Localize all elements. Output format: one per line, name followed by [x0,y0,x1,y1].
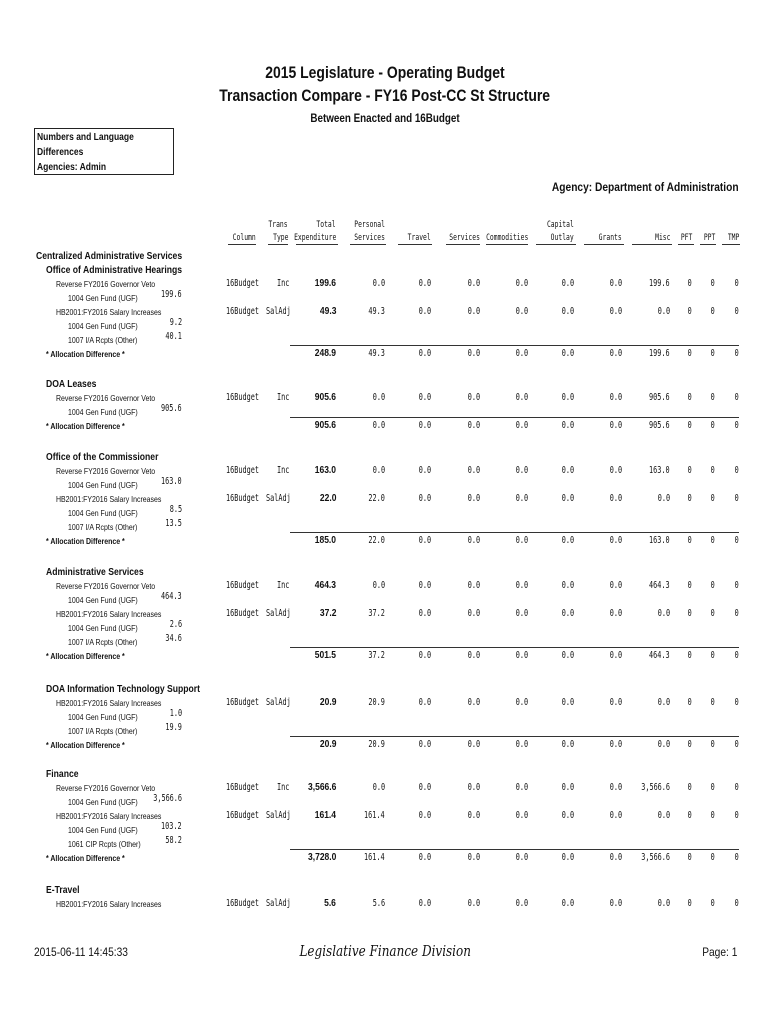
col-travel: Travel [407,233,431,243]
allocation-difference-label: * Allocation Difference * [46,651,125,661]
line-value: 0.0 [609,493,622,504]
line-value: 0 [710,697,715,708]
line-value: 0 [687,898,692,909]
line-value: 37.2 [368,608,385,619]
section-heading: E-Travel [46,884,80,896]
fund-source-amount: 19.9 [165,722,182,733]
line-value: 0 [710,493,715,504]
allocation-total-value: 0 [710,348,715,359]
line-trans-type: SalAdj [266,810,291,821]
allocation-total-value: 248.9 [314,348,336,359]
footer-division: Legislative Finance Division [299,942,471,960]
allocation-total-value: 0 [710,650,715,661]
fund-source-label: 1004 Gen Fund (UGF) [68,825,138,835]
fund-source-amount: 464.3 [161,591,182,602]
line-value: 0 [734,580,739,591]
line-value: 0 [687,306,692,317]
line-value: 0.0 [561,810,574,821]
allocation-total-value: 0.0 [515,852,528,863]
subtotal-rule [290,345,739,346]
allocation-total-value: 0.0 [418,535,431,546]
line-trans-type: SalAdj [266,493,291,504]
line-value: 0.0 [515,898,528,909]
allocation-total-value: 0.0 [515,535,528,546]
allocation-difference-label: * Allocation Difference * [46,740,125,750]
line-value: 0.0 [515,493,528,504]
line-value: 0 [734,898,739,909]
line-value: 5.6 [324,898,336,909]
line-value: 905.6 [649,392,670,403]
line-value: 0 [687,392,692,403]
line-value: 0.0 [418,465,431,476]
allocation-total-value: 0 [710,739,715,750]
line-value: 0.0 [418,608,431,619]
line-value: 0 [687,465,692,476]
col-grants: Grants [598,233,622,243]
line-value: 163.0 [649,465,670,476]
line-value: 464.3 [314,580,336,591]
line-column: 16Budget [226,306,259,317]
allocation-total-value: 0.0 [609,852,622,863]
line-value: 0.0 [561,392,574,403]
allocation-total-value: 0 [687,852,692,863]
allocation-total-value: 22.0 [368,535,385,546]
line-value: 0.0 [609,608,622,619]
line-trans-type: SalAdj [266,697,291,708]
line-value: 0.0 [372,782,385,793]
col-misc: Misc [654,233,670,243]
allocation-total-value: 0.0 [609,535,622,546]
line-value: 0.0 [561,697,574,708]
line-value: 0.0 [467,697,480,708]
col-total-1: Total [316,220,336,230]
line-value: 199.6 [314,278,336,289]
line-value: 0.0 [515,782,528,793]
line-value: 0.0 [515,810,528,821]
allocation-total-value: 0 [687,535,692,546]
allocation-total-value: 0.0 [467,650,480,661]
line-value: 0.0 [561,898,574,909]
allocation-total-value: 0 [710,420,715,431]
line-value: 0 [710,782,715,793]
line-value: 0.0 [467,465,480,476]
allocation-total-value: 161.4 [364,852,385,863]
fund-source-amount: 8.5 [169,504,182,515]
allocation-total-value: 0.0 [515,420,528,431]
line-value: 0.0 [467,392,480,403]
line-item-label: HB2001:FY2016 Salary Increases [56,609,162,619]
line-value: 0.0 [418,580,431,591]
allocation-total-value: 49.3 [368,348,385,359]
line-value: 0.0 [467,782,480,793]
col-commodities: Commodities [485,233,528,243]
line-value: 0.0 [561,608,574,619]
col-trans-2: Type [272,233,288,243]
line-value: 0.0 [418,493,431,504]
line-value: 0.0 [561,465,574,476]
allocation-total-value: 0 [687,739,692,750]
line-value: 22.0 [319,493,336,504]
line-value: 163.0 [314,465,336,476]
col-pft: PFT [680,233,692,243]
line-value: 0.0 [609,580,622,591]
allocation-total-value: 20.9 [319,739,336,750]
line-column: 16Budget [226,580,259,591]
allocation-total-value: 0.0 [561,535,574,546]
line-column: 16Budget [226,697,259,708]
line-value: 0.0 [657,608,670,619]
line-item-label: Reverse FY2016 Governor Veto [56,393,156,403]
subtotal-rule [290,417,739,418]
line-value: 0 [710,898,715,909]
section-heading: Finance [46,768,79,780]
line-value: 0 [710,278,715,289]
line-value: 49.3 [368,306,385,317]
line-item-label: Reverse FY2016 Governor Veto [56,466,156,476]
line-item-label: HB2001:FY2016 Salary Increases [56,698,162,708]
line-trans-type: Inc [277,278,290,289]
line-value: 0 [734,608,739,619]
allocation-total-value: 0.0 [418,650,431,661]
line-value: 37.2 [319,608,336,619]
allocation-total-value: 0.0 [372,420,385,431]
line-item-label: HB2001:FY2016 Salary Increases [56,307,162,317]
line-value: 0.0 [561,306,574,317]
line-value: 20.9 [368,697,385,708]
line-value: 0.0 [372,278,385,289]
line-value: 0.0 [467,898,480,909]
line-value: 0.0 [609,898,622,909]
allocation-total-value: 0 [734,650,739,661]
line-value: 0 [734,278,739,289]
line-value: 0 [687,580,692,591]
line-value: 0.0 [657,306,670,317]
line-value: 0.0 [657,493,670,504]
line-value: 0 [710,608,715,619]
subtotal-rule [290,647,739,648]
line-value: 0.0 [467,608,480,619]
line-value: 0.0 [418,697,431,708]
line-value: 0.0 [515,392,528,403]
allocation-difference-label: * Allocation Difference * [46,421,125,431]
allocation-total-value: 20.9 [368,739,385,750]
line-column: 16Budget [226,465,259,476]
fund-source-amount: 905.6 [161,403,182,414]
line-value: 0.0 [467,810,480,821]
line-value: 0 [734,810,739,821]
line-value: 0.0 [609,306,622,317]
fund-source-amount: 199.6 [161,289,182,300]
allocation-total-value: 0.0 [561,739,574,750]
allocation-total-value: 37.2 [368,650,385,661]
allocation-total-value: 464.3 [649,650,670,661]
allocation-total-value: 0.0 [561,348,574,359]
fund-source-amount: 58.2 [165,835,182,846]
fund-source-amount: 3,566.6 [153,793,182,804]
line-trans-type: SalAdj [266,306,291,317]
subtotal-rule [290,736,739,737]
line-value: 0.0 [609,782,622,793]
footer-timestamp: 2015-06-11 14:45:33 [34,945,128,959]
line-column: 16Budget [226,392,259,403]
fund-source-label: 1007 I/A Rcpts (Other) [68,726,138,736]
col-total-2: Expenditure [293,233,336,243]
line-trans-type: Inc [277,580,290,591]
line-value: 464.3 [649,580,670,591]
allocation-total-value: 0.0 [515,739,528,750]
allocation-total-value: 3,566.6 [641,852,670,863]
allocation-total-value: 0.0 [609,739,622,750]
line-value: 0.0 [515,278,528,289]
line-value: 161.4 [364,810,385,821]
line-value: 49.3 [319,306,336,317]
subtotal-rule [290,849,739,850]
allocation-total-value: 0 [710,535,715,546]
line-value: 0 [687,810,692,821]
line-value: 0 [687,278,692,289]
line-value: 0 [687,608,692,619]
line-value: 0.0 [515,608,528,619]
line-value: 0.0 [467,278,480,289]
filter-line-3: Agencies: Admin [37,162,107,173]
line-value: 0.0 [418,898,431,909]
line-value: 0 [710,580,715,591]
allocation-total-value: 0 [687,420,692,431]
allocation-total-value: 0.0 [467,348,480,359]
allocation-total-value: 0.0 [418,420,431,431]
line-value: 22.0 [368,493,385,504]
line-value: 0 [710,810,715,821]
allocation-total-value: 0.0 [467,739,480,750]
allocation-total-value: 0.0 [467,535,480,546]
fund-source-amount: 40.1 [165,331,182,342]
line-value: 0.0 [372,392,385,403]
line-item-label: HB2001:FY2016 Salary Increases [56,811,162,821]
col-capital-2: Outlay [550,233,574,243]
line-column: 16Budget [226,810,259,821]
line-value: 3,566.6 [307,782,336,793]
line-value: 0 [734,392,739,403]
line-value: 0 [710,306,715,317]
line-value: 0.0 [515,697,528,708]
fund-source-label: 1004 Gen Fund (UGF) [68,712,138,722]
allocation-total-value: 501.5 [314,650,336,661]
line-value: 0.0 [418,278,431,289]
allocation-total-value: 0.0 [418,739,431,750]
line-trans-type: SalAdj [266,608,291,619]
agency-label: Agency: Department of Administration [552,180,739,194]
allocation-total-value: 0 [710,852,715,863]
allocation-total-value: 905.6 [649,420,670,431]
allocation-total-value: 0.0 [561,420,574,431]
line-value: 0.0 [372,580,385,591]
allocation-total-value: 3,728.0 [307,852,336,863]
line-column: 16Budget [226,493,259,504]
allocation-total-value: 0.0 [609,650,622,661]
fund-source-amount: 2.6 [169,619,182,630]
col-ppt: PPT [703,233,715,243]
line-column: 16Budget [226,608,259,619]
group-heading: Centralized Administrative Services [36,250,183,262]
line-value: 0.0 [372,465,385,476]
line-value: 0 [734,493,739,504]
line-value: 0.0 [609,392,622,403]
fund-source-label: 1007 I/A Rcpts (Other) [68,522,138,532]
line-value: 0.0 [467,493,480,504]
allocation-total-value: 0.0 [467,420,480,431]
footer-page: Page: 1 [701,945,737,959]
line-trans-type: Inc [277,782,290,793]
allocation-total-value: 0.0 [561,650,574,661]
line-value: 0.0 [515,580,528,591]
line-value: 0.0 [657,898,670,909]
line-value: 3,566.6 [641,782,670,793]
line-item-label: Reverse FY2016 Governor Veto [56,783,156,793]
line-value: 0.0 [418,392,431,403]
allocation-total-value: 163.0 [649,535,670,546]
fund-source-label: 1004 Gen Fund (UGF) [68,293,138,303]
allocation-total-value: 0 [687,650,692,661]
allocation-difference-label: * Allocation Difference * [46,536,125,546]
line-value: 0 [734,306,739,317]
allocation-total-value: 0.0 [609,420,622,431]
col-services: Services [449,233,480,243]
line-item-label: Reverse FY2016 Governor Veto [56,279,156,289]
allocation-total-value: 0.0 [418,348,431,359]
line-value: 0 [687,782,692,793]
col-personal-1: Personal [354,220,385,230]
fund-source-label: 1004 Gen Fund (UGF) [68,480,138,490]
line-value: 0.0 [561,493,574,504]
line-value: 0.0 [561,278,574,289]
report-title: 2015 Legislature - Operating Budget [265,63,505,82]
line-trans-type: Inc [277,465,290,476]
allocation-total-value: 0.0 [515,650,528,661]
allocation-difference-label: * Allocation Difference * [46,853,125,863]
allocation-total-value: 0 [734,420,739,431]
line-column: 16Budget [226,898,259,909]
allocation-total-value: 0.0 [657,739,670,750]
line-trans-type: Inc [277,392,290,403]
line-value: 0.0 [657,697,670,708]
fund-source-label: 1007 I/A Rcpts (Other) [68,637,138,647]
allocation-total-value: 0.0 [561,852,574,863]
allocation-total-value: 0 [734,852,739,863]
allocation-total-value: 0.0 [418,852,431,863]
report-subtitle: Transaction Compare - FY16 Post-CC St Structure [219,86,551,105]
line-value: 0 [734,697,739,708]
line-item-label: HB2001:FY2016 Salary Increases [56,899,162,909]
line-value: 0 [710,465,715,476]
allocation-total-value: 185.0 [314,535,336,546]
allocation-total-value: 0.0 [467,852,480,863]
line-value: 161.4 [314,810,336,821]
line-value: 0 [687,697,692,708]
line-column: 16Budget [226,278,259,289]
line-value: 0.0 [418,306,431,317]
fund-source-label: 1004 Gen Fund (UGF) [68,407,138,417]
line-value: 0.0 [418,782,431,793]
line-value: 0 [734,465,739,476]
line-value: 0.0 [467,306,480,317]
col-column: Column [232,233,256,243]
fund-source-label: 1004 Gen Fund (UGF) [68,508,138,518]
filter-line-1: Numbers and Language [37,132,134,143]
line-value: 0.0 [657,810,670,821]
allocation-total-value: 199.6 [649,348,670,359]
line-trans-type: SalAdj [266,898,291,909]
line-value: 0.0 [515,465,528,476]
line-value: 905.6 [314,392,336,403]
allocation-total-value: 0.0 [515,348,528,359]
allocation-total-value: 0 [687,348,692,359]
line-value: 5.6 [372,898,385,909]
fund-source-label: 1004 Gen Fund (UGF) [68,797,138,807]
line-value: 199.6 [649,278,670,289]
subtotal-rule [290,532,739,533]
section-heading: DOA Leases [46,378,97,390]
line-value: 0.0 [467,580,480,591]
col-trans-1: Trans [268,220,288,230]
line-value: 0 [710,392,715,403]
allocation-total-value: 0.0 [609,348,622,359]
line-value: 0.0 [609,278,622,289]
filter-line-2: Differences [37,147,84,158]
line-value: 0 [734,782,739,793]
fund-source-amount: 13.5 [165,518,182,529]
line-value: 0.0 [609,465,622,476]
col-capital-1: Capital [547,220,574,230]
section-heading: Office of Administrative Hearings [46,264,183,276]
line-value: 0 [687,493,692,504]
line-value: 0.0 [515,306,528,317]
allocation-total-value: 0 [734,348,739,359]
filter-box [34,128,174,175]
line-value: 0.0 [418,810,431,821]
section-heading: Administrative Services [46,566,144,578]
fund-source-label: 1061 CIP Rcpts (Other) [68,839,141,849]
line-value: 0.0 [609,697,622,708]
line-value: 20.9 [319,697,336,708]
fund-source-amount: 34.6 [165,633,182,644]
fund-source-label: 1004 Gen Fund (UGF) [68,321,138,331]
report-comparison: Between Enacted and 16Budget [310,111,460,125]
fund-source-amount: 9.2 [169,317,182,328]
line-value: 0.0 [561,782,574,793]
fund-source-label: 1004 Gen Fund (UGF) [68,595,138,605]
line-value: 0.0 [561,580,574,591]
section-heading: Office of the Commissioner [46,451,159,463]
allocation-total-value: 0 [734,739,739,750]
col-tmp: TMP [727,233,739,243]
allocation-difference-label: * Allocation Difference * [46,349,125,359]
col-personal-2: Services [354,233,385,243]
line-item-label: HB2001:FY2016 Salary Increases [56,494,162,504]
fund-source-label: 1004 Gen Fund (UGF) [68,623,138,633]
line-column: 16Budget [226,782,259,793]
allocation-total-value: 0 [734,535,739,546]
fund-source-amount: 1.0 [169,708,182,719]
line-item-label: Reverse FY2016 Governor Veto [56,581,156,591]
fund-source-amount: 163.0 [161,476,182,487]
allocation-total-value: 905.6 [314,420,336,431]
line-value: 0.0 [609,810,622,821]
fund-source-amount: 103.2 [161,821,182,832]
fund-source-label: 1007 I/A Rcpts (Other) [68,335,138,345]
section-heading: DOA Information Technology Support [46,683,201,695]
